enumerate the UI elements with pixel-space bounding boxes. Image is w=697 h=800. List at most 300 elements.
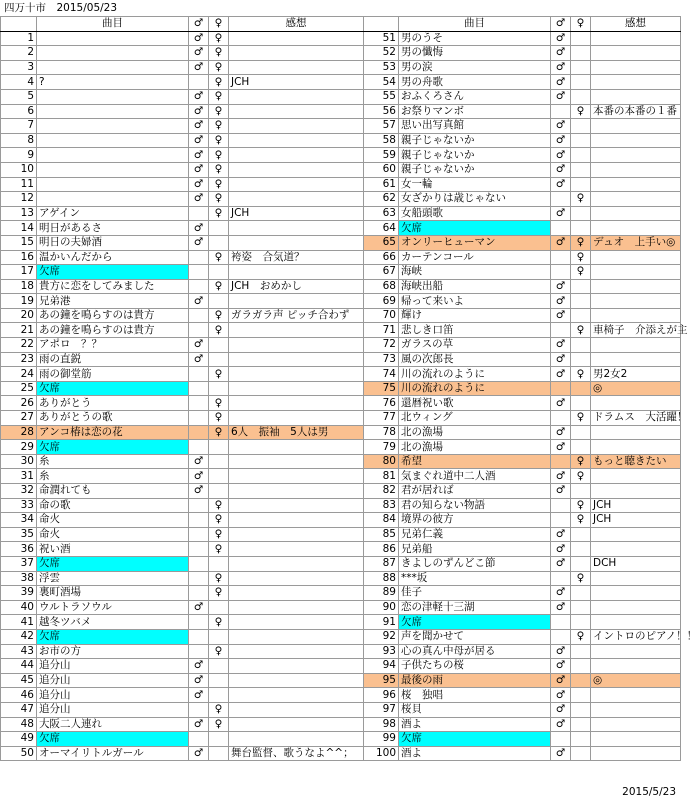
male-mark: ♂ [189,294,209,309]
male-mark: ♂ [551,75,571,90]
row-number: 50 [1,746,37,761]
row-number: 67 [364,265,399,280]
song-title: 風の次郎長 [399,352,551,367]
song-title: お市の方 [37,644,189,659]
female-mark [209,352,229,367]
song-title [37,192,189,207]
female-mark [571,148,591,163]
row-number: 63 [364,206,399,221]
female-mark [571,338,591,353]
comment-cell [229,659,364,674]
comment-cell [229,265,364,280]
table-row [1,688,681,703]
row-number: 90 [364,600,399,615]
male-mark: ♂ [189,469,209,484]
row-number: 28 [1,425,37,440]
male-mark [551,732,571,747]
male-mark: ♂ [551,586,571,601]
comment-cell [229,89,364,104]
song-title: 最後の雨 [399,673,551,688]
male-mark: ♂ [189,600,209,615]
female-mark: ♀ [209,31,229,46]
song-title: 兄弟船 [399,542,551,557]
row-number: 9 [1,148,37,163]
comment-cell [229,673,364,688]
row-number: 30 [1,454,37,469]
row-number: 6 [1,104,37,119]
female-mark [571,659,591,674]
row-number: 10 [1,162,37,177]
male-mark [551,265,571,280]
row-number: 2 [1,46,37,61]
male-mark: ♂ [551,484,571,499]
song-title: 親子じゃないか [399,162,551,177]
female-mark [571,717,591,732]
male-mark [189,279,209,294]
comment-cell [591,148,681,163]
row-number: 77 [364,411,399,426]
comment-cell [591,60,681,75]
comment-cell [591,717,681,732]
male-mark: ♂ [189,746,209,761]
row-number: 34 [1,513,37,528]
comment-cell [591,308,681,323]
song-title: 裏町酒場 [37,586,189,601]
row-number: 86 [364,542,399,557]
table-row [1,469,681,484]
header-comment: 感想 [591,17,681,32]
song-title: ***坂 [399,571,551,586]
header-comment: 感想 [229,17,364,32]
comment-cell: 6人 振袖 5人は男 [229,425,364,440]
female-mark: ♀ [209,250,229,265]
comment-cell [591,294,681,309]
row-number: 40 [1,600,37,615]
female-mark: ♀ [209,571,229,586]
table-row [1,162,681,177]
row-number: 84 [364,513,399,528]
table-row [1,31,681,46]
female-mark [571,119,591,134]
male-mark: ♂ [189,148,209,163]
male-mark: ♂ [551,600,571,615]
song-title: 恋の津軽十三湖 [399,600,551,615]
row-number: 13 [1,206,37,221]
comment-cell [229,513,364,528]
song-title: 心の真ん中母が居る [399,644,551,659]
table-row [1,104,681,119]
song-title: 命潤れても [37,484,189,499]
song-title [37,46,189,61]
song-title: 還暦祝い歌 [399,396,551,411]
female-mark [571,294,591,309]
comment-cell [229,294,364,309]
row-number: 48 [1,717,37,732]
female-mark [209,659,229,674]
song-title: 君が居れば [399,484,551,499]
female-mark [209,381,229,396]
comment-cell [591,31,681,46]
female-mark: ♀ [571,367,591,382]
male-mark: ♂ [551,673,571,688]
male-mark [551,498,571,513]
male-mark [189,571,209,586]
comment-cell [229,46,364,61]
row-number: 39 [1,586,37,601]
male-mark: ♂ [189,221,209,236]
song-title: 欠席 [37,381,189,396]
song-title: オーマイリトルガール [37,746,189,761]
comment-cell [591,250,681,265]
female-mark [209,629,229,644]
song-title: おふくろさん [399,89,551,104]
female-mark: ♀ [209,308,229,323]
song-table [0,16,697,761]
song-title: 川の流れのように [399,367,551,382]
song-title: 帰って来いよ [399,294,551,309]
table-row [1,250,681,265]
song-title: アンコ椿は恋の花 [37,425,189,440]
header-row [1,17,681,32]
comment-cell [591,177,681,192]
comment-cell: 舞台監督、歌うなよ^^； [229,746,364,761]
row-number: 99 [364,732,399,747]
song-title: 追分山 [37,688,189,703]
row-number: 24 [1,367,37,382]
song-title: 欠席 [399,221,551,236]
song-title: 気まぐれ道中二人酒 [399,469,551,484]
comment-cell [229,119,364,134]
row-number: 94 [364,659,399,674]
song-title: 北の漁場 [399,425,551,440]
comment-cell: 車椅子 介添えが主 [591,323,681,338]
row-number: 46 [1,688,37,703]
female-mark [571,732,591,747]
male-mark [189,586,209,601]
female-mark [571,556,591,571]
song-title: あの鐘を鳴らすのは貴方 [37,308,189,323]
comment-cell: イントロのピアノ！！ [591,629,681,644]
row-number: 32 [1,484,37,499]
song-title: 女船頭歌 [399,206,551,221]
row-number: 85 [364,527,399,542]
comment-cell [229,133,364,148]
song-title: 雨の御堂筋 [37,367,189,382]
header-no [1,17,37,32]
table-row [1,308,681,323]
row-number: 31 [1,469,37,484]
female-mark [209,732,229,747]
male-mark [189,498,209,513]
comment-cell [591,192,681,207]
row-number: 37 [1,556,37,571]
table-row [1,75,681,90]
song-title: 糸 [37,454,189,469]
male-mark [551,571,571,586]
male-mark [189,556,209,571]
song-title [37,89,189,104]
comment-cell [229,352,364,367]
comment-cell [229,615,364,630]
female-mark: ♀ [571,250,591,265]
comment-cell [591,702,681,717]
row-number: 59 [364,148,399,163]
male-mark: ♂ [189,235,209,250]
song-title: 兄弟港 [37,294,189,309]
female-mark [571,133,591,148]
row-number: 81 [364,469,399,484]
row-number: 79 [364,440,399,455]
male-mark: ♂ [189,177,209,192]
female-mark: ♀ [209,717,229,732]
female-mark [571,586,591,601]
row-number: 15 [1,235,37,250]
row-number: 8 [1,133,37,148]
song-title: 声を聞かせて [399,629,551,644]
male-mark [551,615,571,630]
comment-cell [591,688,681,703]
male-mark [551,192,571,207]
row-number: 70 [364,308,399,323]
table-row [1,148,681,163]
male-mark [189,265,209,280]
male-mark: ♂ [551,31,571,46]
table-row [1,279,681,294]
comment-cell: JCH [591,513,681,528]
row-number: 45 [1,673,37,688]
male-mark [189,732,209,747]
comment-cell [229,702,364,717]
comment-cell: ドラムス 大活躍！ [591,411,681,426]
row-number: 49 [1,732,37,747]
row-number: 42 [1,629,37,644]
row-number: 29 [1,440,37,455]
comment-cell [591,746,681,761]
header-no [364,17,399,32]
comment-cell [229,323,364,338]
male-mark: ♂ [551,367,571,382]
song-title: 兄弟仁義 [399,527,551,542]
male-mark [189,425,209,440]
comment-cell [229,586,364,601]
comment-cell: ガラガラ声 ピッチ合わず [229,308,364,323]
song-title [37,133,189,148]
table-row [1,221,681,236]
female-mark: ♀ [571,629,591,644]
row-number: 76 [364,396,399,411]
female-mark [209,265,229,280]
female-mark: ♀ [571,235,591,250]
row-number: 16 [1,250,37,265]
song-title: 命の歌 [37,498,189,513]
comment-cell [229,396,364,411]
male-mark: ♂ [551,206,571,221]
female-mark [209,221,229,236]
male-mark [551,411,571,426]
comment-cell [591,133,681,148]
male-mark [189,702,209,717]
female-mark [571,177,591,192]
song-title: アポロ ？？ [37,338,189,353]
row-number: 25 [1,381,37,396]
header-song: 曲目 [399,17,551,32]
male-mark: ♂ [189,31,209,46]
comment-cell [229,235,364,250]
comment-cell [591,162,681,177]
comment-cell [591,600,681,615]
table-row [1,615,681,630]
female-mark: ♀ [209,411,229,426]
female-mark: ♀ [571,104,591,119]
table-row [1,454,681,469]
song-title: 追分山 [37,673,189,688]
song-title: 希望 [399,454,551,469]
song-title: カーテンコール [399,250,551,265]
row-number: 82 [364,484,399,499]
song-title: ガラスの草 [399,338,551,353]
male-mark [551,629,571,644]
song-title: 欠席 [399,615,551,630]
female-mark: ♀ [571,454,591,469]
male-mark: ♂ [551,688,571,703]
row-number: 89 [364,586,399,601]
female-mark [571,542,591,557]
female-mark [571,600,591,615]
song-title: 男の涙 [399,60,551,75]
row-number: 53 [364,60,399,75]
table-row [1,542,681,557]
row-number: 3 [1,60,37,75]
header-song: 曲目 [37,17,189,32]
male-mark [189,396,209,411]
comment-cell [229,454,364,469]
comment-cell [229,192,364,207]
table-row [1,396,681,411]
female-mark [209,294,229,309]
table-row [1,498,681,513]
female-mark: ♀ [209,46,229,61]
song-title: 酒よ [399,746,551,761]
male-mark: ♂ [551,542,571,557]
male-mark: ♂ [551,119,571,134]
table-row [1,425,681,440]
male-mark: ♂ [551,717,571,732]
female-mark: ♀ [209,615,229,630]
comment-cell: 袴姿 合気道？ [229,250,364,265]
row-number: 33 [1,498,37,513]
song-title: 海峡出船 [399,279,551,294]
row-number: 91 [364,615,399,630]
male-mark: ♂ [189,352,209,367]
male-mark [551,513,571,528]
table-row [1,352,681,367]
comment-cell [229,629,364,644]
song-title: 女ざかりは歳じゃない [399,192,551,207]
table-row [1,294,681,309]
female-mark [571,352,591,367]
female-mark [571,89,591,104]
row-number: 78 [364,425,399,440]
song-title: 明日があるさ [37,221,189,236]
male-mark: ♂ [551,425,571,440]
row-number: 51 [364,31,399,46]
table-row [1,411,681,426]
song-title: 海峡 [399,265,551,280]
song-title: 北ウィング [399,411,551,426]
song-title: オンリーヒューマン [399,235,551,250]
female-mark [571,46,591,61]
header-female: ♀ [209,17,229,32]
female-mark [571,162,591,177]
row-number: 11 [1,177,37,192]
male-mark: ♂ [551,702,571,717]
song-title: 思い出写真館 [399,119,551,134]
male-mark: ♂ [551,659,571,674]
row-number: 68 [364,279,399,294]
table-row [1,659,681,674]
male-mark [189,206,209,221]
comment-cell [229,440,364,455]
comment-cell [229,644,364,659]
song-title: 追分山 [37,702,189,717]
song-title [37,162,189,177]
song-title: 川の流れのように [399,381,551,396]
song-title: 悲しき口笛 [399,323,551,338]
table-row [1,192,681,207]
comment-cell [591,75,681,90]
row-number: 26 [1,396,37,411]
male-mark: ♂ [189,688,209,703]
song-title: 親子じゃないか [399,133,551,148]
female-mark [209,556,229,571]
male-mark: ♂ [189,673,209,688]
comment-cell: デュオ 上手い◎ [591,235,681,250]
female-mark: ♀ [209,192,229,207]
female-mark [571,381,591,396]
row-number: 74 [364,367,399,382]
song-title: 浮雲 [37,571,189,586]
male-mark [189,308,209,323]
row-number: 80 [364,454,399,469]
female-mark: ♀ [209,206,229,221]
table-body [1,17,697,761]
male-mark [189,250,209,265]
row-number: 72 [364,338,399,353]
song-title: あの鐘を鳴らすのは貴方 [37,323,189,338]
female-mark: ♀ [209,542,229,557]
row-number: 71 [364,323,399,338]
comment-cell [229,600,364,615]
female-mark: ♀ [209,119,229,134]
song-title: 欠席 [37,265,189,280]
row-number: 23 [1,352,37,367]
row-number: 66 [364,250,399,265]
song-title: 大阪二人連れ [37,717,189,732]
female-mark: ♀ [209,162,229,177]
comment-cell [229,177,364,192]
male-mark: ♂ [551,644,571,659]
female-mark [571,206,591,221]
table-row [1,367,681,382]
comment-cell [591,206,681,221]
row-number: 52 [364,46,399,61]
row-number: 96 [364,688,399,703]
song-title: 輝け [399,308,551,323]
male-mark [551,250,571,265]
comment-cell [591,279,681,294]
male-mark: ♂ [551,308,571,323]
female-mark: ♀ [209,396,229,411]
